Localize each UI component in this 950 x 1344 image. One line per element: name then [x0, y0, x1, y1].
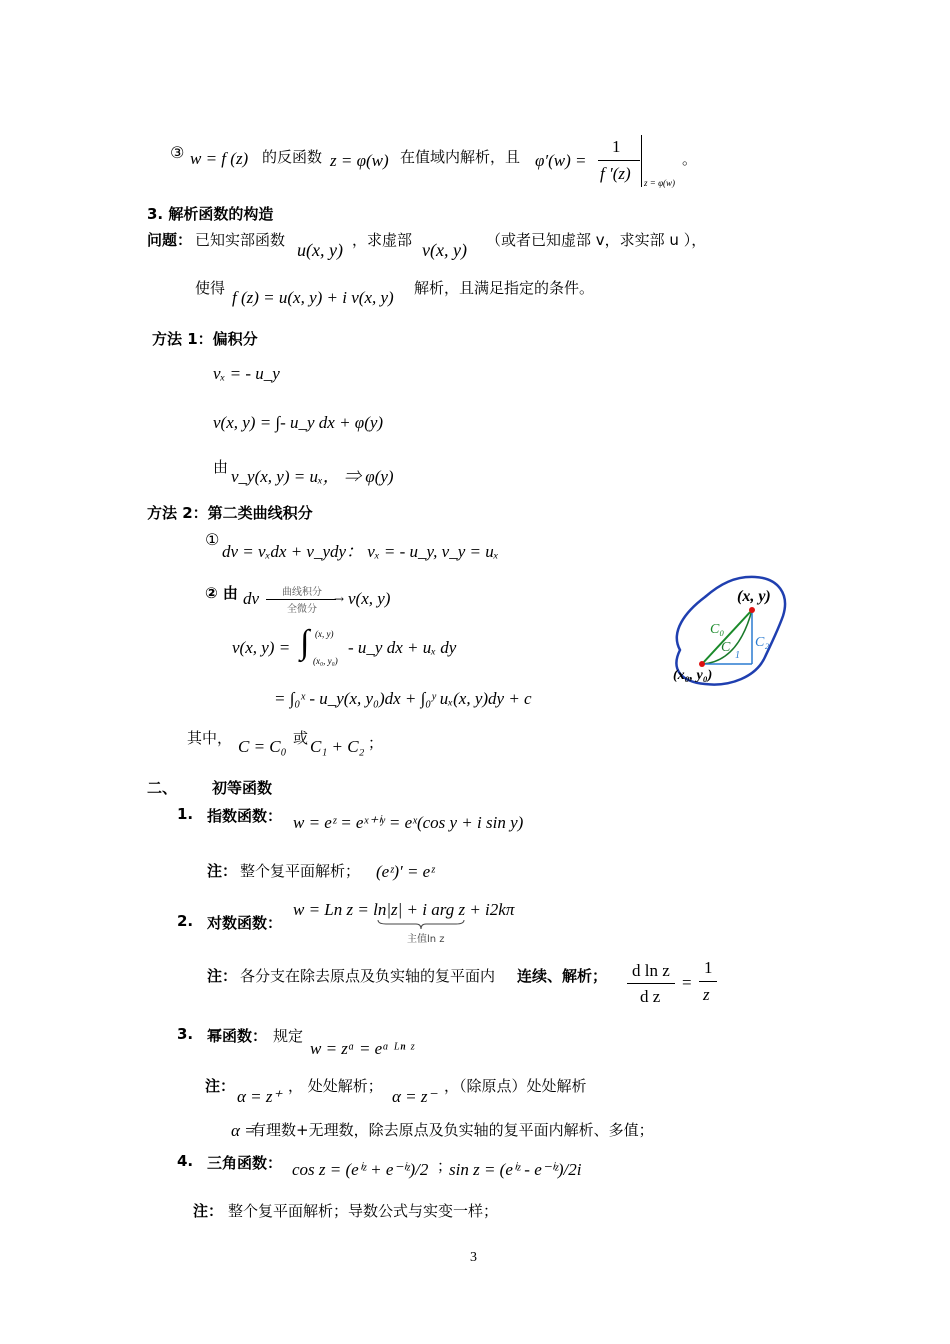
diagram-label-c: C	[721, 640, 731, 655]
one-over-z-denominator: z	[703, 985, 710, 1004]
item4-note-text: 整个复平面解析；导数公式与实变一样；	[228, 1202, 499, 1220]
dlnz-equals: =	[682, 973, 692, 992]
method1-eq2: v(x, y) = ∫- u_y dx + φ(y)	[213, 413, 384, 432]
item3-note-text2: ，（除原点）处处解析	[444, 1077, 587, 1095]
fraction-numerator: 1	[612, 137, 621, 156]
arrow-head: →	[334, 592, 345, 606]
end-point	[749, 607, 755, 613]
integral-upper: (x, y)	[315, 629, 334, 639]
where-label: 其中，	[187, 729, 233, 747]
diagram-label-c0: C₀	[710, 622, 725, 637]
underbrace-label: 主值ln z	[407, 934, 445, 945]
section-title: 3. 解析函数的构造	[147, 205, 274, 223]
item3-number: 3.	[177, 1025, 194, 1043]
method2-eq2-left: dv	[243, 589, 260, 608]
item-marker: ③	[170, 143, 185, 162]
diagram-label-c2: C₂	[755, 635, 770, 650]
where-end: ；	[368, 734, 384, 752]
item4-note-label: 注：	[193, 1202, 224, 1220]
line-end-period: 。	[682, 150, 698, 168]
start-point	[699, 661, 705, 667]
dlnz-numerator: d ln z	[632, 961, 670, 980]
integral-sign: ∫	[300, 624, 310, 661]
item1-equation: w = eᶻ = eˣ⁺ⁱʸ = eˣ(cos y + i sin y)	[293, 813, 524, 832]
diagram-label-end: (x, y)	[737, 588, 771, 605]
make-text-1: 使得	[195, 279, 226, 297]
item3-note-label: 注：	[205, 1077, 236, 1095]
make-text-2: 解析，且满足指定的条件。	[414, 279, 595, 297]
item1-note-equation: (eᶻ)′ = eᶻ	[376, 862, 435, 881]
page-number: 3	[470, 1250, 477, 1265]
item1-note-label: 注：	[207, 862, 238, 880]
method2-eq2-right: v(x, y)	[348, 589, 391, 608]
method1-title: 方法 1：偏积分	[152, 330, 258, 348]
formula-w-f: w = f (z)	[190, 149, 249, 168]
problem-text-3: （或者已知虚部 v，求实部 u ），	[486, 231, 707, 249]
evaluation-bar	[641, 135, 642, 187]
underbrace	[376, 918, 466, 930]
formula-f-full: f (z) = u(x, y) + i v(x, y)	[232, 288, 394, 307]
dlnz-denominator: d z	[640, 987, 661, 1006]
item4-separator: ；	[437, 1157, 453, 1175]
method2-eq3-right: - u_y dx + uₓ dy	[348, 638, 457, 657]
formula-v: v(x, y)	[422, 240, 467, 260]
item2-note-text: 各分支在除去原点及负实轴的复平面内	[240, 967, 496, 985]
problem-label: 问题：	[147, 231, 193, 249]
item4-cos: cos z = (eⁱᶻ + e⁻ⁱᶻ)/2	[292, 1160, 429, 1179]
inverse-function-line	[170, 143, 184, 162]
item1-number: 1.	[177, 805, 194, 823]
item4-sin: sin z = (eⁱᶻ - e⁻ⁱᶻ)/2i	[449, 1160, 582, 1179]
item3-note-text1: ， 处处解析；	[288, 1077, 383, 1095]
item2-note-label: 注：	[207, 967, 238, 985]
where-eq2: C₁ + C₂	[310, 737, 365, 756]
fraction-bar	[598, 160, 640, 161]
item2-number: 2.	[177, 912, 194, 930]
formula-z-phi: z = φ(w)	[330, 151, 389, 170]
chapter-number: 二、	[147, 779, 178, 797]
integral-lower: (x₀, y₀)	[313, 656, 338, 666]
method2-marker2: ② 由	[205, 584, 238, 602]
item1-note-text: 整个复平面解析；	[240, 862, 361, 880]
item4-name: 三角函数：	[207, 1154, 283, 1172]
item2-equation: w = Ln z = ln|z| + i arg z + i2kπ	[293, 900, 515, 919]
chapter-title: 初等函数	[212, 779, 273, 797]
text-analytic-range: 在值域内解析，且	[400, 148, 521, 166]
method2-eq4: = ∫₀ˣ - u_y(x, y₀)dx + ∫₀ʸ uₓ(x, y)dy + c	[274, 689, 532, 708]
one-over-z-bar	[699, 981, 717, 982]
method1-eq3-prefix: 由	[213, 458, 229, 476]
evaluation-point: z = φ(w)	[644, 178, 676, 188]
where-or: 或	[293, 729, 309, 747]
text-inverse: 的反函数	[262, 148, 323, 166]
problem-text-1: 已知实部函数	[195, 231, 286, 249]
item3-name: 幂函数：	[207, 1027, 268, 1045]
formula-phi-prime: φ′(w) =	[535, 151, 587, 170]
item4-number: 4.	[177, 1152, 194, 1170]
method2-eq1: dv = vₓdx + v_ydy： vₓ = - u_y, v_y = uₓ	[222, 542, 499, 561]
formula-u: u(x, y)	[297, 240, 343, 260]
item3-equation: w = zᵅ = eᵅ ᴸⁿ ᶻ	[310, 1039, 414, 1058]
item3-note2-eq: α =	[231, 1121, 256, 1140]
one-over-z-numerator: 1	[704, 958, 713, 977]
arrow-label-top: 曲线积分	[282, 587, 322, 598]
method1-eq1: vₓ = - u_y	[213, 364, 280, 383]
method2-eq3-left: v(x, y) =	[232, 638, 291, 657]
diagram-label-start: (x₀, y₀)	[673, 668, 713, 683]
method2-title: 方法 2：第二类曲线积分	[147, 504, 313, 522]
arrow-label-bottom: 全微分	[287, 604, 317, 615]
diagram-label-c1: 1	[735, 650, 740, 661]
item2-name: 对数函数：	[207, 914, 283, 932]
item3-rule: 规定	[273, 1027, 304, 1045]
method2-marker1: ①	[205, 530, 220, 549]
dlnz-bar	[627, 983, 675, 984]
item2-note-bold: 连续、解析；	[517, 967, 608, 985]
item1-name: 指数函数：	[207, 807, 283, 825]
item3-note-eq2: α = z⁻	[392, 1087, 437, 1106]
where-eq: C = C₀	[238, 737, 287, 756]
problem-text-2: ，求虚部	[352, 231, 413, 249]
item3-note2-text: 有理数+无理数，除去原点及负实轴的复平面内解析、多值；	[251, 1121, 654, 1139]
method1-eq3: v_y(x, y) = uₓ， ⇒ φ(y)	[231, 467, 394, 486]
fraction-denominator: f ′(z)	[600, 164, 631, 183]
item3-note-eq1: α = z⁺	[237, 1087, 282, 1106]
